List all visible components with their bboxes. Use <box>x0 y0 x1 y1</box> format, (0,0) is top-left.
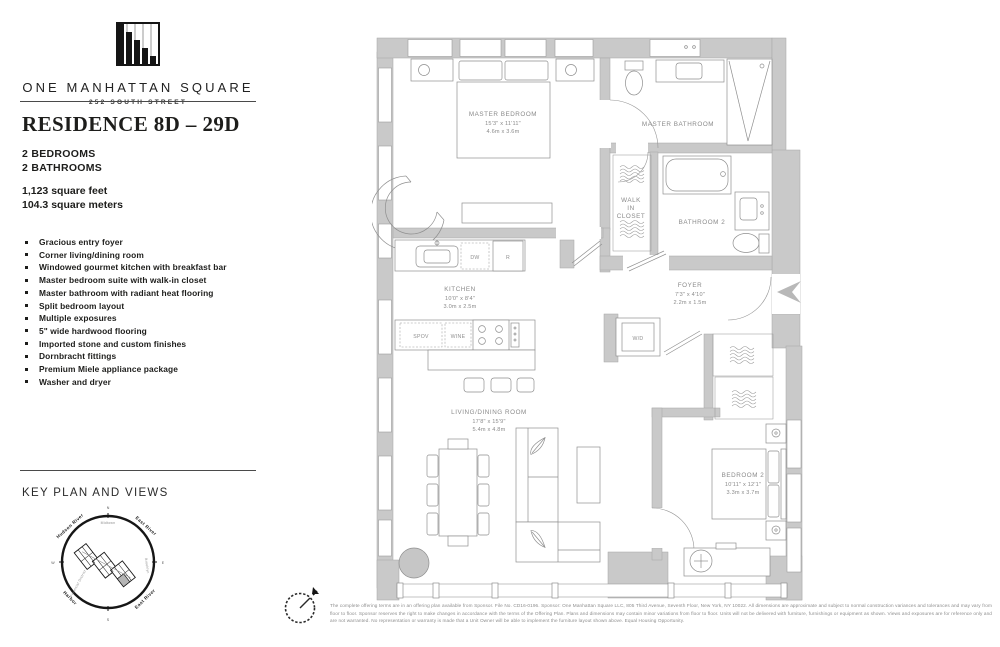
feature-item: 5" wide hardwood flooring <box>22 325 272 338</box>
bottom-window-band <box>397 583 787 598</box>
key-plan-label-east-river-ne: East River <box>134 515 158 537</box>
kitchen-fixtures <box>395 240 535 392</box>
living-dining-dims-m: 5.4m x 4.8m <box>472 427 506 433</box>
dining-chair <box>448 439 468 449</box>
sidebar-divider-bottom <box>20 470 256 471</box>
feature-item: Gracious entry foyer <box>22 236 272 249</box>
bedroom-2-dims-m: 3.3m x 3.7m <box>726 490 760 496</box>
bathroom-2-fixtures <box>663 156 769 253</box>
dining-chair <box>427 484 438 506</box>
stool <box>517 378 534 392</box>
feature-item: Master bedroom suite with walk-in closet <box>22 274 272 287</box>
stool <box>491 378 511 392</box>
compass-e-label: E <box>161 561 165 565</box>
stool <box>464 378 484 392</box>
brand-block <box>20 22 256 106</box>
foyer-dims-m: 2.2m x 1.5m <box>673 300 707 306</box>
shower <box>727 59 772 145</box>
refrigerator-label: R <box>505 255 511 261</box>
pillow <box>768 485 779 517</box>
headboard <box>781 449 786 519</box>
residence-header <box>22 112 240 212</box>
bedroom-2-label: BEDROOM 2 <box>721 472 765 479</box>
foyer-fixtures <box>616 318 773 419</box>
bedroom-2-furniture <box>684 424 786 576</box>
dishwasher-label: DW <box>470 255 480 261</box>
range <box>473 320 509 350</box>
dining-chair <box>478 484 489 506</box>
svg-text:IN: IN <box>627 205 635 212</box>
dining-chair <box>427 455 438 477</box>
feature-list <box>22 236 272 388</box>
bathroom-2-label: BATHROOM 2 <box>678 219 726 226</box>
pillow <box>505 61 548 80</box>
wine-fridge-label: WINE <box>450 334 466 340</box>
pillow <box>459 61 502 80</box>
nightstand <box>766 521 786 540</box>
key-plan-label-midtown: Midtown <box>100 521 116 525</box>
dining-chair <box>478 455 489 477</box>
feature-item: Corner living/dining room <box>22 249 272 262</box>
sidebar-divider-top <box>20 101 256 102</box>
master-bedroom-furniture <box>372 59 594 250</box>
key-plan-title: KEY PLAN AND VIEWS <box>22 487 169 499</box>
compass-n-label: N <box>106 506 110 510</box>
foyer-dims-ft: 7'3" x 4'10" <box>675 292 705 298</box>
bathrooms-line: 2 BATHROOMS <box>22 162 103 174</box>
dining-chair <box>478 513 489 535</box>
legal-disclaimer: The complete offering terms are in an offering plan available from Sponsor. File No. CD16-0196. Sponsor: One Manhattan Square LLC, 805 Third Avenue, Seventh Floor, New York, NY 10022. All dimensions are approximate and subject to normal construction variances and tolerances and may vary from floor to floor. Sponsor reserves the right to make changes in accordance with the terms of the Offering Plan. Plans and dimensions may contain minor variations from floor to floor. Units will not be delivered with furniture, furnishings or equipment as shown. Views and exposures are for reference only and are not warranted. No representation or warranty is made that a Unit Owner will be able to implement the furniture layout shown above. Equal Housing Opportunity. <box>330 603 992 624</box>
hall-closet <box>713 334 773 376</box>
living-dining-furniture <box>399 428 600 578</box>
toilet-tank <box>759 234 769 253</box>
key-plan-label-financial-district: Financial District <box>69 569 87 598</box>
key-plan-label-harbor: Harbor <box>62 589 78 606</box>
speed-oven-label: SPOV <box>413 334 429 340</box>
washer-dryer-label: W/D <box>632 336 644 342</box>
master-bathroom-label: MASTER BATHROOM <box>641 121 715 128</box>
sofa <box>516 428 558 522</box>
brand-name: ONE MANHATTAN SQUARE <box>22 80 254 95</box>
feature-item: Split bedroom layout <box>22 300 272 313</box>
bedroom-2-dims-ft: 10'11" x 12'1" <box>724 482 762 488</box>
toilet <box>626 71 643 95</box>
feature-item: Imported stone and custom finishes <box>22 338 272 351</box>
feature-item: Premium Miele appliance package <box>22 363 272 376</box>
kitchen-dims-m: 3.0m x 2.5m <box>443 304 477 310</box>
compass-s-label: S <box>106 618 110 622</box>
bedroom-closet <box>715 377 773 419</box>
key-plan-label-hudson-river: Hudson River <box>55 512 85 540</box>
dining-chair <box>427 513 438 535</box>
area-sqm: 104.3 square meters <box>22 199 123 211</box>
dresser <box>462 203 552 223</box>
toilet-tank <box>625 61 643 70</box>
kitchen-dims-ft: 10'0" x 8'4" <box>445 296 475 302</box>
toilet <box>733 234 759 253</box>
feature-item: Dornbracht fittings <box>22 350 272 363</box>
building-footprint <box>74 533 135 598</box>
foyer-label: FOYER <box>677 282 703 289</box>
master-bathroom-fixtures <box>625 46 772 145</box>
plant <box>399 548 429 578</box>
bed <box>457 82 550 158</box>
feature-item: Master bathroom with radiant heat flooring <box>22 287 272 300</box>
master-bedroom-dims-ft: 15'3" x 11'11" <box>485 121 521 127</box>
nightstand <box>411 59 453 81</box>
brand-address: 252 SOUTH STREET <box>88 99 188 106</box>
key-plan-diagram <box>42 500 174 632</box>
dining-table <box>439 449 477 536</box>
breakfast-bar <box>428 350 535 370</box>
one-manhattan-square-logo-icon <box>116 22 160 66</box>
walk-in-closet-label: WALK <box>621 197 641 204</box>
kitchen-label: KITCHEN <box>444 286 476 293</box>
compass-w-label: W <box>51 561 55 565</box>
coffee-table <box>577 447 600 503</box>
key-plan-label-brooklyn: Brooklyn <box>143 557 151 574</box>
living-dining-label: LIVING/DINING ROOM <box>451 409 527 416</box>
pillow <box>768 451 779 483</box>
bedrooms-line: 2 BEDROOMS <box>22 148 96 160</box>
key-plan-label-east-river-se: East River <box>133 587 157 610</box>
residence-title: RESIDENCE 8D – 29D <box>22 112 240 136</box>
info-sidebar <box>20 22 256 106</box>
nightstand <box>556 59 594 81</box>
compass-icon <box>280 583 326 629</box>
feature-item: Windowed gourmet kitchen with breakfast bar <box>22 261 272 274</box>
dresser <box>684 548 770 576</box>
master-bedroom-label: MASTER BEDROOM <box>468 111 538 118</box>
dining-chair <box>448 536 468 546</box>
master-bedroom-dims-m: 4.6m x 3.6m <box>486 129 520 135</box>
nightstand <box>766 424 786 443</box>
feature-item: Washer and dryer <box>22 376 272 389</box>
svg-text:CLOSET: CLOSET <box>616 213 646 220</box>
floor-plan <box>372 25 808 603</box>
area-sqft: 1,123 square feet <box>22 185 108 197</box>
living-dining-dims-ft: 17'8" x 15'9" <box>472 419 506 425</box>
feature-item: Multiple exposures <box>22 312 272 325</box>
